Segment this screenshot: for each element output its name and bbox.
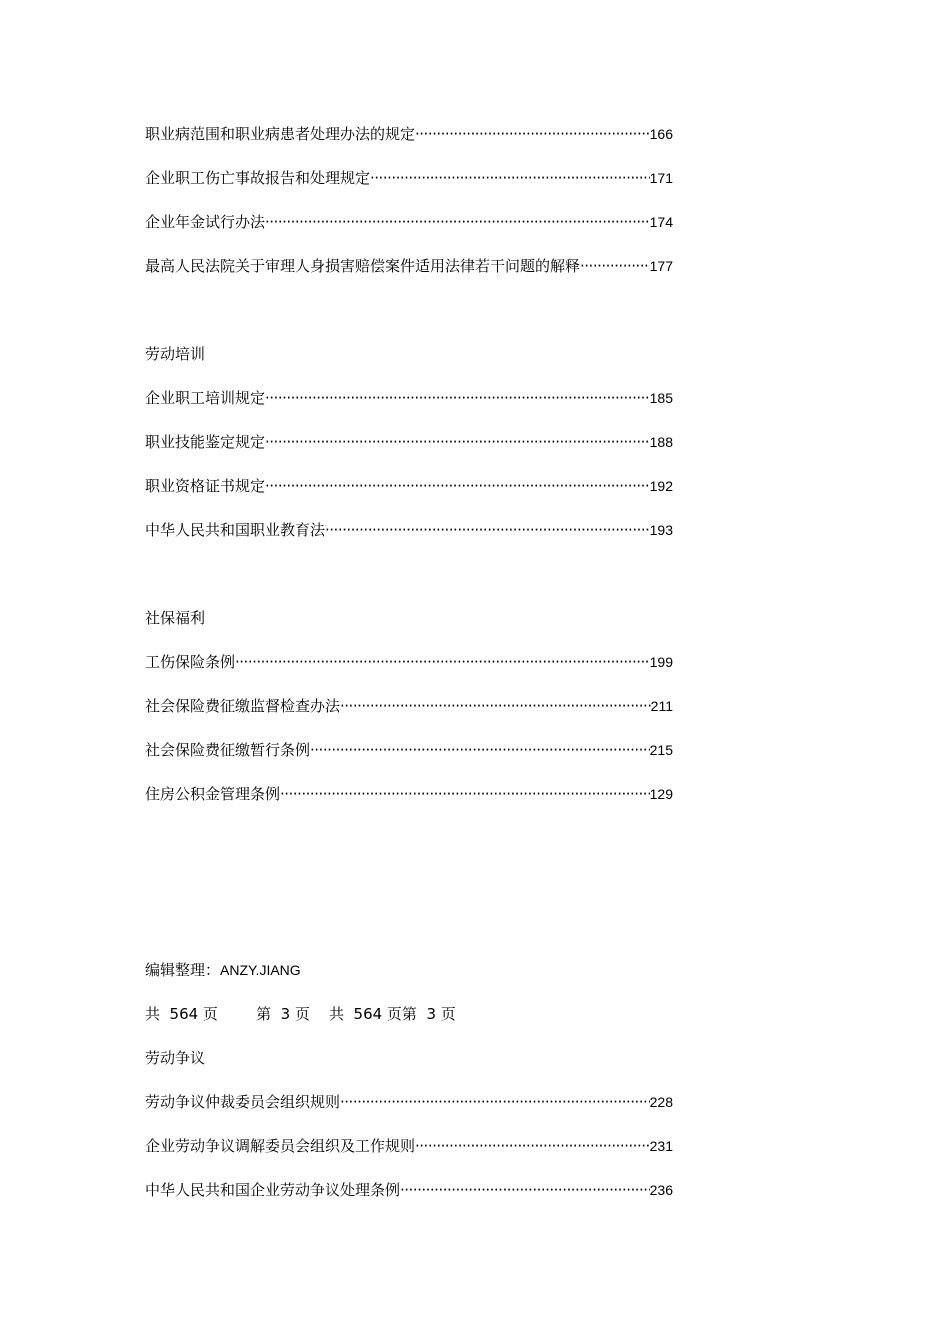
- toc-entry[interactable]: [145, 1090, 673, 1114]
- dot-leader: [415, 1134, 650, 1158]
- toc-entry-title: 职业资格证书规定: [145, 477, 266, 495]
- toc-entry-page: 129: [649, 786, 673, 802]
- dot-leader: [265, 430, 650, 454]
- editor-name: ANZY.JIANG: [220, 962, 301, 978]
- toc-entry-page: 193: [649, 522, 673, 538]
- toc-entry-page: 199: [649, 654, 673, 670]
- toc-entry-page: 171: [649, 170, 673, 186]
- toc-entry[interactable]: [145, 694, 673, 718]
- toc-entry-title: 中华人民共和国职业教育法: [145, 521, 326, 539]
- toc-entry[interactable]: [145, 210, 673, 234]
- dot-leader: [340, 1090, 650, 1114]
- dot-leader: [280, 782, 650, 806]
- toc-entry-page: 185: [649, 390, 673, 406]
- toc-entry-title: 劳动争议仲裁委员会组织规则: [145, 1093, 341, 1111]
- toc-entry[interactable]: [145, 430, 673, 454]
- toc-entry-title: 社会保险费征缴监督检查办法: [145, 697, 341, 715]
- dot-leader: [235, 650, 650, 674]
- toc-entry-title: 最高人民法院关于审理人身损害赔偿案件适用法律若干问题的解释: [145, 257, 581, 275]
- toc-entry[interactable]: [145, 254, 673, 278]
- toc-entry-title: 企业年金试行办法: [145, 213, 266, 231]
- toc-entry[interactable]: [145, 650, 673, 674]
- toc-entry-page: 177: [649, 258, 673, 274]
- editor-label: 编辑整理：: [145, 961, 221, 979]
- toc-entry-page: 231: [649, 1138, 673, 1154]
- toc-entry-title: 社会保险费征缴暂行条例: [145, 741, 311, 759]
- toc-entry[interactable]: [145, 518, 673, 542]
- dot-leader: [325, 518, 650, 542]
- dot-leader: [400, 1178, 650, 1202]
- dot-leader: [265, 474, 650, 498]
- toc-entry[interactable]: [145, 122, 673, 146]
- toc-entry-title: 职业技能鉴定规定: [145, 433, 266, 451]
- dot-leader: [265, 386, 650, 410]
- toc-entry-page: 211: [650, 698, 673, 714]
- section-heading-welfare: 社保福利: [145, 609, 206, 627]
- toc-entry-page: 215: [649, 742, 673, 758]
- toc-entry-title: 中华人民共和国企业劳动争议处理条例: [145, 1181, 401, 1199]
- dot-leader: [265, 210, 650, 234]
- dot-leader: [310, 738, 650, 762]
- toc-entry[interactable]: [145, 386, 673, 410]
- toc-entry-title: 企业劳动争议调解委员会组织及工作规则: [145, 1137, 416, 1155]
- dot-leader: [415, 122, 650, 146]
- toc-entry-page: 188: [649, 434, 673, 450]
- toc-entry-title: 工伤保险条例: [145, 653, 236, 671]
- toc-entry-page: 228: [649, 1094, 673, 1110]
- dot-leader: [340, 694, 651, 718]
- toc-entry-page: 236: [649, 1182, 673, 1198]
- section-heading-training: 劳动培训: [145, 345, 206, 363]
- dot-leader: [370, 166, 650, 190]
- toc-entry-title: 企业职工培训规定: [145, 389, 266, 407]
- toc-entry-page: 174: [649, 214, 673, 230]
- toc-entry[interactable]: [145, 474, 673, 498]
- toc-entry-page: 166: [649, 126, 673, 142]
- toc-entry[interactable]: [145, 738, 673, 762]
- editor-credit: [145, 958, 301, 982]
- section-heading-disputes: 劳动争议: [145, 1049, 206, 1067]
- toc-entry[interactable]: [145, 1134, 673, 1158]
- toc-entry-title: 职业病范围和职业病患者处理办法的规定: [145, 125, 416, 143]
- toc-entry-page: 192: [649, 478, 673, 494]
- toc-entry-title: 住房公积金管理条例: [145, 785, 281, 803]
- toc-entry-title: 企业职工伤亡事故报告和处理规定: [145, 169, 371, 187]
- toc-entry[interactable]: [145, 166, 673, 190]
- toc-entry[interactable]: [145, 1178, 673, 1202]
- toc-entry[interactable]: [145, 782, 673, 806]
- page-counter: 共 564 页 第 3 页 共 564 页第 3 页: [145, 1005, 456, 1023]
- dot-leader: [580, 254, 650, 278]
